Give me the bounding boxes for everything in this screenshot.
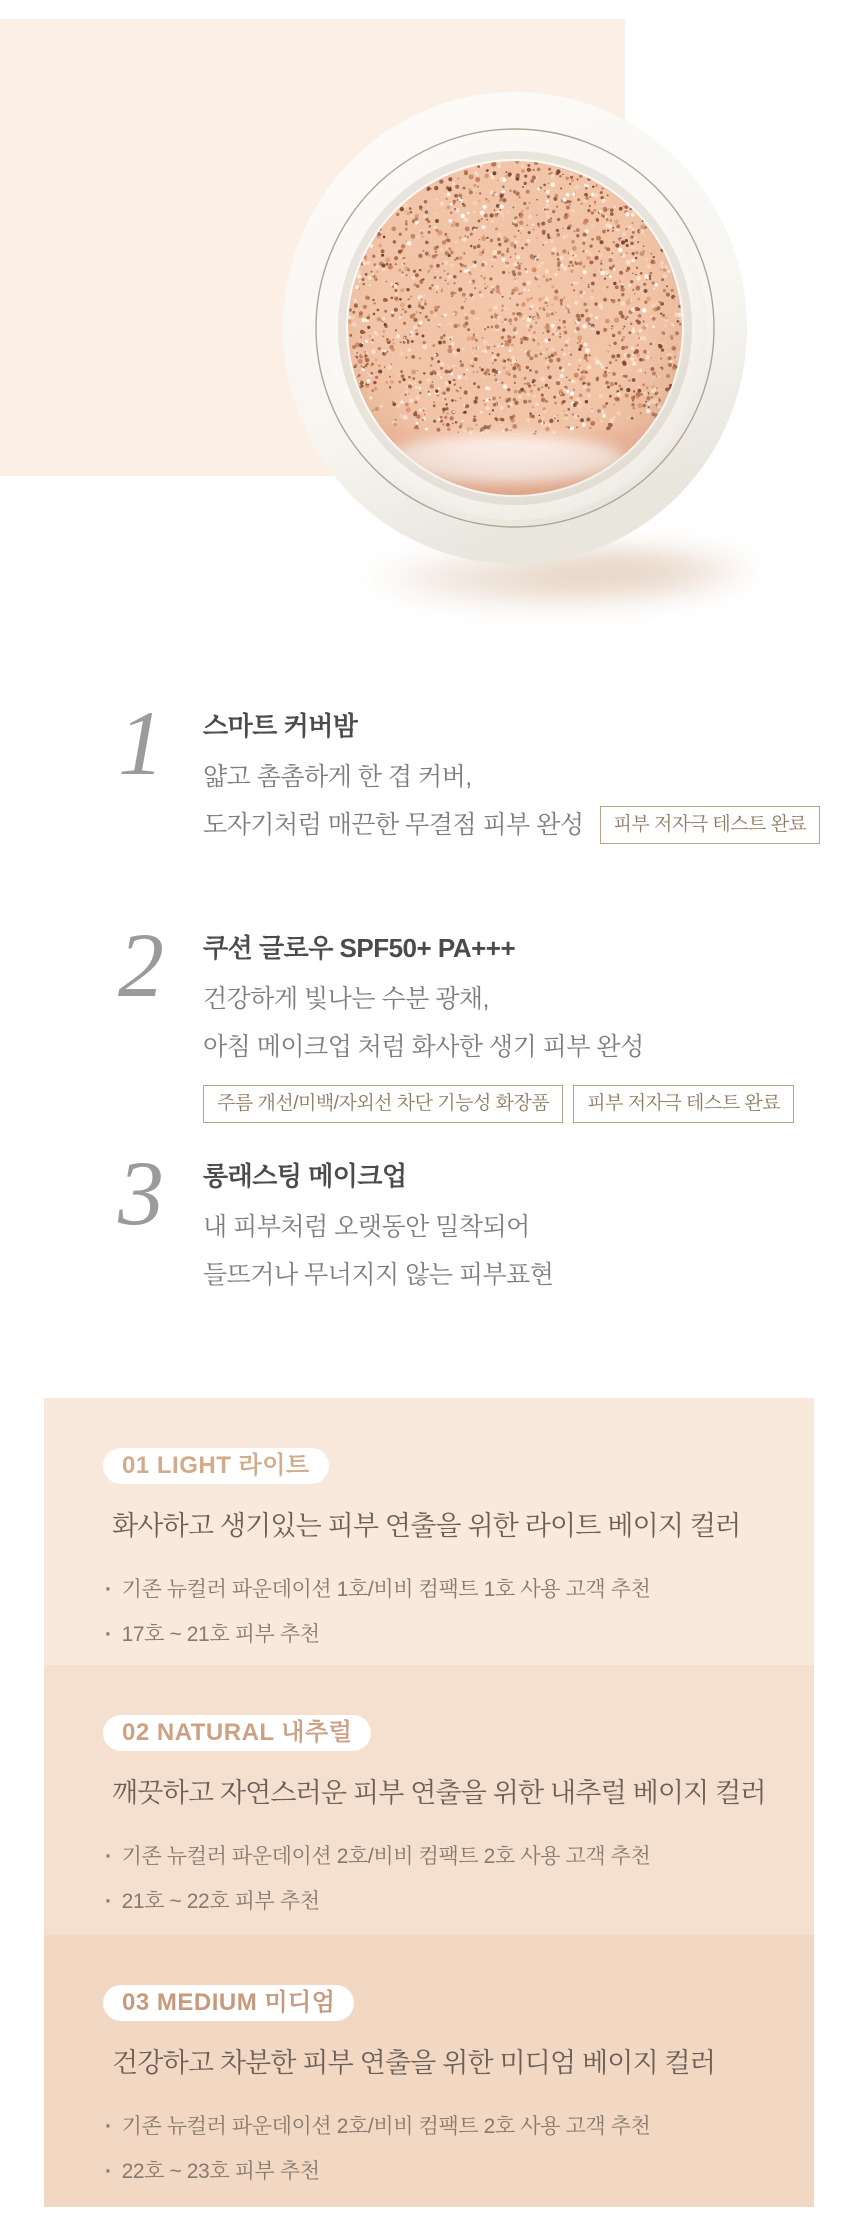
product-image-cushion-compact: [245, 58, 805, 658]
feature-item: [0, 914, 860, 1123]
feature-number: 1: [118, 692, 164, 794]
feature-line: 들뜨거나 무너지지 않는 피부표현: [203, 1261, 554, 1289]
feature-item: [0, 692, 860, 849]
feature-number: 3: [118, 1142, 164, 1244]
feature-title: 롱래스팅 메이크업: [203, 1161, 407, 1191]
shade-description: 건강하고 차분한 피부 연출을 위한 미디엄 베이지 컬러: [112, 2048, 716, 2078]
feature-line: 내 피부처럼 오랫동안 밀착되어: [203, 1213, 530, 1241]
shade-recommendation-bullet: · 22호 ~ 23호 피부 추천: [105, 2149, 814, 2194]
feature-line: 도자기처럼 매끈한 무결점 피부 완성: [203, 811, 584, 839]
shade-recommendation-bullet: · 기존 뉴컬러 파운데이션 2호/비비 컴팩트 2호 사용 고객 추천: [105, 1834, 814, 1879]
feature-item: [0, 1142, 860, 1299]
shade-name-pill: 02 NATURAL 내추럴: [103, 1715, 371, 1751]
certification-badge: 주름 개선/미백/자외선 차단 기능성 화장품: [203, 1085, 563, 1123]
shade-name-pill: 01 LIGHT 라이트: [103, 1448, 329, 1484]
feature-title: 스마트 커버밤: [203, 711, 358, 741]
shade-block: [44, 1935, 814, 2207]
feature-line: 건강하게 빛나는 수분 광채,: [203, 985, 489, 1013]
shade-block: [44, 1398, 814, 1665]
feature-number: 2: [118, 914, 164, 1016]
feature-title: 쿠션 글로우 SPF50+ PA+++: [203, 933, 516, 963]
shade-description: 화사하고 생기있는 피부 연출을 위한 라이트 베이지 컬러: [112, 1511, 741, 1541]
shade-recommendation-bullet: · 기존 뉴컬러 파운데이션 1호/비비 컴팩트 1호 사용 고객 추천: [105, 1567, 814, 1612]
feature-line: 얇고 촘촘하게 한 겹 커버,: [203, 763, 472, 791]
shade-description: 깨끗하고 자연스러운 피부 연출을 위한 내추럴 베이지 컬러: [112, 1778, 766, 1808]
shade-name-pill: 03 MEDIUM 미디엄: [103, 1985, 354, 2021]
certification-badge: 피부 저자극 테스트 완료: [573, 1085, 794, 1123]
shade-recommendation-bullet: · 기존 뉴컬러 파운데이션 2호/비비 컴팩트 2호 사용 고객 추천: [105, 2104, 814, 2149]
shade-recommendation-bullet: · 17호 ~ 21호 피부 추천: [105, 1612, 814, 1657]
shade-block: [44, 1665, 814, 1935]
shade-recommendation-bullet: · 21호 ~ 22호 피부 추천: [105, 1879, 814, 1924]
certification-badge: 피부 저자극 테스트 완료: [600, 806, 821, 844]
feature-line: 아침 메이크업 처럼 화사한 생기 피부 완성: [203, 1033, 644, 1061]
